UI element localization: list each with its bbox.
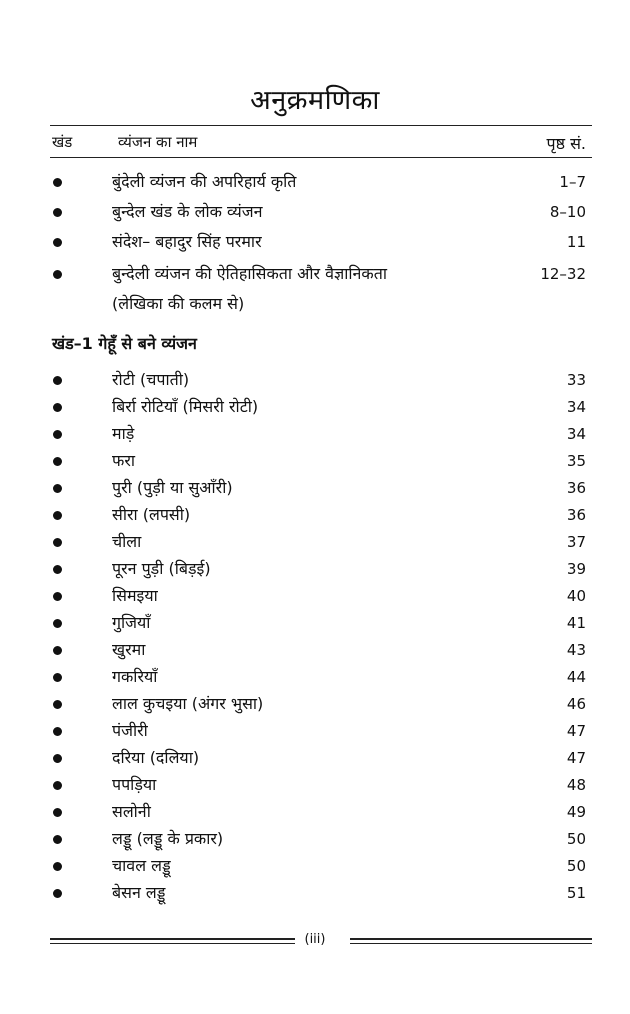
- toc-entry-name: रोटी (चपाती): [112, 370, 190, 389]
- toc-entry-name: सीरा (लपसी): [112, 505, 191, 524]
- toc-row: [0, 881, 630, 907]
- bullet-icon: [53, 646, 62, 655]
- header-top-rule: [50, 125, 592, 126]
- toc-entry-page: 43: [566, 641, 586, 659]
- bullet-icon: [53, 238, 62, 247]
- toc-row: [0, 230, 630, 256]
- bullet-icon: [53, 178, 62, 187]
- toc-entry-name: बुन्देली व्यंजन की ऐतिहासिकता और वैज्ञानिकता: [112, 264, 387, 283]
- bullet-icon: [53, 619, 62, 628]
- toc-entry-page: 41: [566, 614, 586, 632]
- toc-row: [0, 719, 630, 745]
- toc-entry-page: 50: [566, 857, 586, 875]
- bullet-icon: [53, 208, 62, 217]
- toc-row: [0, 449, 630, 475]
- toc-entry-name: चीला: [112, 532, 142, 551]
- toc-entry-name: बुन्देल खंड के लोक व्यंजन: [112, 202, 263, 221]
- toc-entry-name: दरिया (दलिया): [112, 748, 200, 767]
- bullet-icon: [53, 727, 62, 736]
- toc-row: [0, 584, 630, 610]
- bullet-icon: [53, 376, 62, 385]
- toc-entry-name: बेसन लड्डू: [112, 883, 166, 902]
- toc-entry-name: बुंदेली व्यंजन की अपरिहार्य कृति: [112, 172, 297, 191]
- toc-entry-name: पुरी (पुड़ी या सुआँरी): [112, 478, 233, 497]
- toc-row: [0, 692, 630, 718]
- toc-entry-page: 1–7: [559, 173, 586, 191]
- section-heading: खंड–1 गेहूँ से बने व्यंजन: [52, 334, 197, 353]
- toc-entry-page: 47: [566, 722, 586, 740]
- bullet-icon: [53, 673, 62, 682]
- toc-entry-page: 46: [566, 695, 586, 713]
- toc-row: [0, 476, 630, 502]
- toc-entry-name: माड़े: [112, 424, 135, 443]
- bullet-icon: [53, 270, 62, 279]
- column-header-khand: खंड: [52, 133, 73, 151]
- toc-entry-name: फरा: [112, 451, 136, 470]
- toc-entry-name: संदेश– बहादुर सिंह परमार: [112, 232, 262, 251]
- toc-entry-name: चावल लड्डू: [112, 856, 171, 875]
- toc-row: [0, 262, 630, 288]
- toc-entry-page: 44: [566, 668, 586, 686]
- bullet-icon: [53, 700, 62, 709]
- bullet-icon: [53, 862, 62, 871]
- toc-row: [0, 368, 630, 394]
- bullet-icon: [53, 430, 62, 439]
- toc-entry-page: 37: [566, 533, 586, 551]
- header-bottom-rule: [50, 157, 592, 158]
- toc-entry-page: 40: [566, 587, 586, 605]
- toc-entry-page: 8–10: [549, 203, 586, 221]
- column-header-name: व्यंजन का नाम: [118, 133, 198, 151]
- toc-entry-page: 51: [566, 884, 586, 902]
- toc-entry-name: सिमइया: [112, 586, 158, 605]
- toc-entry-name: सलोनी: [112, 802, 151, 821]
- toc-row: [0, 170, 630, 196]
- toc-entry-page: 36: [566, 506, 586, 524]
- bullet-icon: [53, 565, 62, 574]
- footer-rule-right-thin: [350, 943, 592, 944]
- toc-row: [0, 530, 630, 556]
- bullet-icon: [53, 538, 62, 547]
- bullet-icon: [53, 403, 62, 412]
- toc-row: [0, 827, 630, 853]
- toc-entry-page: 50: [566, 830, 586, 848]
- toc-row: [0, 773, 630, 799]
- toc-entry-page: 36: [566, 479, 586, 497]
- toc-entry-name: बिर्रा रोटियाँ (मिसरी रोटी): [112, 397, 259, 416]
- toc-entry-page: 11: [566, 233, 586, 251]
- page-title: अनुक्रमणिका: [250, 85, 380, 116]
- toc-row: [0, 638, 630, 664]
- toc-entry-name: पूरन पुड़ी (बिड़ई): [112, 559, 211, 578]
- column-header-page: पृष्ठ सं.: [546, 134, 586, 153]
- toc-entry-name: लाल कुचइया (अंगर भुसा): [112, 694, 264, 713]
- bullet-icon: [53, 889, 62, 898]
- toc-row: [0, 503, 630, 529]
- toc-entry-page: 34: [566, 425, 586, 443]
- toc-entry-name: खुरमा: [112, 640, 146, 659]
- toc-row: [0, 200, 630, 226]
- bullet-icon: [53, 511, 62, 520]
- toc-entry-page: 12–32: [540, 265, 586, 283]
- toc-row: [0, 611, 630, 637]
- toc-entry-page: 34: [566, 398, 586, 416]
- bullet-icon: [53, 835, 62, 844]
- toc-entry-page: 33: [566, 371, 586, 389]
- toc-entry-continuation: (लेखिका की कलम से): [112, 294, 245, 313]
- toc-entry-page: 47: [566, 749, 586, 767]
- toc-entry-name: पपड़िया: [112, 775, 157, 794]
- bullet-icon: [53, 754, 62, 763]
- toc-row: [0, 854, 630, 880]
- bullet-icon: [53, 592, 62, 601]
- page-number: (iii): [304, 932, 326, 947]
- toc-row: [0, 557, 630, 583]
- toc-row: [0, 395, 630, 421]
- toc-row: [0, 746, 630, 772]
- toc-entry-name: गुजियाँ: [112, 613, 151, 632]
- bullet-icon: [53, 781, 62, 790]
- footer-rule-right: [350, 938, 592, 940]
- toc-entry-page: 39: [566, 560, 586, 578]
- toc-entry-name: पंजीरी: [112, 721, 148, 740]
- toc-entry-name: गकरियाँ: [112, 667, 158, 686]
- bullet-icon: [53, 808, 62, 817]
- toc-entry-name: लड्डू (लड्डू के प्रकार): [112, 829, 224, 848]
- toc-entry-page: 35: [566, 452, 586, 470]
- toc-row: [0, 800, 630, 826]
- toc-entry-page: 48: [566, 776, 586, 794]
- toc-entry-page: 49: [566, 803, 586, 821]
- bullet-icon: [53, 457, 62, 466]
- toc-row: [0, 665, 630, 691]
- toc-row: [0, 422, 630, 448]
- bullet-icon: [53, 484, 62, 493]
